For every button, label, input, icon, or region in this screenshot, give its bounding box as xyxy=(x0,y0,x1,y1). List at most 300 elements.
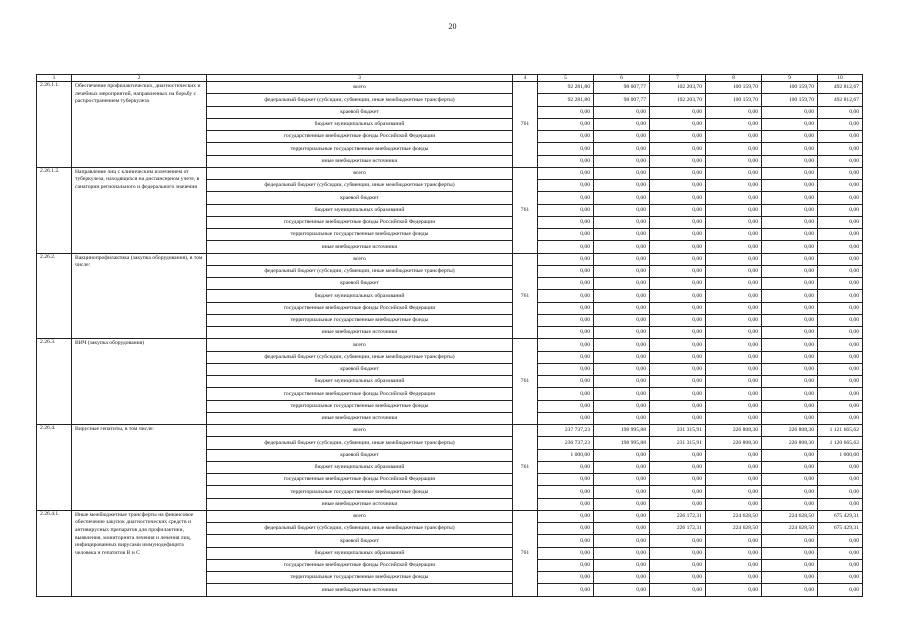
table-row xyxy=(37,425,863,437)
total-value: 0,00 xyxy=(818,351,863,363)
total-value: 0,00 xyxy=(818,572,863,584)
year-value: 0,00 xyxy=(650,535,706,547)
year-value: 100 159,70 xyxy=(762,94,818,106)
year-value: 0,00 xyxy=(762,143,818,155)
year-value: 0,00 xyxy=(706,547,762,559)
year-value: 0,00 xyxy=(594,302,650,314)
section-name: Иные межбюджетные трансферты на финансовое обеспечение закупок диагностических средств и антивирусных препаратов для профилактики, выявления, мониторинга лечения и лечения лиц, инфицированных вирусами иммунодефицита человека и гепатитов B и C xyxy=(72,510,207,596)
year-value: 0,00 xyxy=(538,388,594,400)
year-value: 0,00 xyxy=(762,302,818,314)
page-number: 20 xyxy=(448,22,457,31)
year-value: 0,00 xyxy=(650,314,706,326)
year-value: 0,00 xyxy=(706,314,762,326)
funding-source: всего xyxy=(207,425,513,437)
funding-source: государственные внебюджетные фонды Российской Федерации xyxy=(207,388,513,400)
total-value: 0,00 xyxy=(818,229,863,241)
year-value: 0,00 xyxy=(650,265,706,277)
year-value: 0,00 xyxy=(650,400,706,412)
year-value: 0,00 xyxy=(650,106,706,118)
table-row xyxy=(37,82,863,94)
total-value: 1 121 665,62 xyxy=(818,425,863,437)
year-value: 0,00 xyxy=(706,351,762,363)
year-value: 0,00 xyxy=(650,461,706,473)
year-value: 0,00 xyxy=(650,339,706,351)
total-value: 675 429,31 xyxy=(818,523,863,535)
funding-source: всего xyxy=(207,167,513,179)
year-value: 0,00 xyxy=(706,216,762,228)
funding-source: территориальные государственные внебюджетные фонды xyxy=(207,486,513,498)
year-value: 0,00 xyxy=(762,167,818,179)
year-value: 0,00 xyxy=(594,327,650,339)
year-value: 0,00 xyxy=(594,547,650,559)
year-value: 0,00 xyxy=(706,400,762,412)
year-value: 0,00 xyxy=(594,192,650,204)
total-value: 0,00 xyxy=(818,180,863,192)
total-value: 0,00 xyxy=(818,559,863,571)
year-value: 0,00 xyxy=(594,278,650,290)
year-value: 226 808,30 xyxy=(762,437,818,449)
grbs-code: 761 xyxy=(513,253,538,339)
year-value: 0,00 xyxy=(594,351,650,363)
funding-source: федеральный бюджет (субсидии, субвенции, иные межбюджетные трансферты) xyxy=(207,265,513,277)
year-value: 0,00 xyxy=(650,486,706,498)
year-value: 0,00 xyxy=(538,339,594,351)
year-value: 226 808,30 xyxy=(706,437,762,449)
year-value: 0,00 xyxy=(706,290,762,302)
total-value: 1 120 665,62 xyxy=(818,437,863,449)
year-value: 0,00 xyxy=(538,474,594,486)
grbs-code: 761 xyxy=(513,425,538,511)
year-value: 0,00 xyxy=(762,229,818,241)
year-value: 0,00 xyxy=(650,167,706,179)
year-value: 0,00 xyxy=(762,290,818,302)
total-value: 0,00 xyxy=(818,388,863,400)
year-value: 0,00 xyxy=(762,376,818,388)
year-value: 0,00 xyxy=(538,376,594,388)
funding-source: краевой бюджет xyxy=(207,535,513,547)
year-value: 0,00 xyxy=(538,253,594,265)
funding-source: федеральный бюджет (субсидии, субвенции, иные межбюджетные трансферты) xyxy=(207,351,513,363)
year-value: 0,00 xyxy=(650,388,706,400)
column-number: 6 xyxy=(594,75,650,82)
grbs-code: 761 xyxy=(513,510,538,596)
funding-source: территориальные государственные внебюджетные фонды xyxy=(207,314,513,326)
column-number: 7 xyxy=(650,75,706,82)
year-value: 0,00 xyxy=(706,461,762,473)
year-value: 0,00 xyxy=(538,278,594,290)
year-value: 0,00 xyxy=(594,229,650,241)
year-value: 0,00 xyxy=(650,351,706,363)
funding-source: иные внебюджетные источники xyxy=(207,241,513,253)
total-value: 0,00 xyxy=(818,143,863,155)
year-value: 0,00 xyxy=(762,498,818,510)
year-value: 0,00 xyxy=(594,486,650,498)
table-row xyxy=(37,167,863,179)
year-value: 92 281,80 xyxy=(538,82,594,94)
year-value: 0,00 xyxy=(706,559,762,571)
section-name: Обеспечение профилактических, диагностических и лечебных мероприятий, направленных на борьбу с распространением туберкулеза xyxy=(72,82,207,168)
funding-source: всего xyxy=(207,339,513,351)
section-name: Вирусные гепатиты, в том числе: xyxy=(72,425,207,511)
year-value: 0,00 xyxy=(706,143,762,155)
total-value: 0,00 xyxy=(818,155,863,167)
year-value: 0,00 xyxy=(538,192,594,204)
year-value: 224 628,50 xyxy=(762,510,818,522)
year-value: 0,00 xyxy=(650,584,706,596)
year-value: 0,00 xyxy=(762,314,818,326)
column-number: 2 xyxy=(72,75,207,82)
year-value: 0,00 xyxy=(538,143,594,155)
year-value: 226 172,31 xyxy=(650,523,706,535)
funding-source: всего xyxy=(207,510,513,522)
year-value: 0,00 xyxy=(594,131,650,143)
year-value: 0,00 xyxy=(762,180,818,192)
year-value: 0,00 xyxy=(650,559,706,571)
year-value: 0,00 xyxy=(538,510,594,522)
year-value: 0,00 xyxy=(762,131,818,143)
year-value: 0,00 xyxy=(538,180,594,192)
year-value: 0,00 xyxy=(706,412,762,424)
funding-source: всего xyxy=(207,253,513,265)
section-name: ВИЧ (закупка оборудования) xyxy=(72,339,207,425)
year-value: 0,00 xyxy=(594,155,650,167)
year-value: 0,00 xyxy=(762,388,818,400)
total-value: 0,00 xyxy=(818,265,863,277)
year-value: 224 628,50 xyxy=(762,523,818,535)
year-value: 0,00 xyxy=(762,351,818,363)
total-value: 0,00 xyxy=(818,461,863,473)
year-value: 0,00 xyxy=(594,559,650,571)
total-value: 0,00 xyxy=(818,118,863,130)
year-value: 0,00 xyxy=(650,229,706,241)
year-value: 0,00 xyxy=(706,572,762,584)
total-value: 0,00 xyxy=(818,535,863,547)
funding-source: иные внебюджетные источники xyxy=(207,498,513,510)
year-value: 237 737,23 xyxy=(538,425,594,437)
funding-source: всего xyxy=(207,82,513,94)
year-value: 0,00 xyxy=(706,388,762,400)
year-value: 0,00 xyxy=(706,131,762,143)
year-value: 0,00 xyxy=(762,584,818,596)
year-value: 0,00 xyxy=(706,180,762,192)
section-code: 2.26.2. xyxy=(37,253,72,339)
total-value: 0,00 xyxy=(818,498,863,510)
year-value: 0,00 xyxy=(706,192,762,204)
year-value: 0,00 xyxy=(594,474,650,486)
total-value: 0,00 xyxy=(818,376,863,388)
section-code: 2.26.1.2. xyxy=(37,167,72,253)
total-value: 0,00 xyxy=(818,290,863,302)
total-value: 0,00 xyxy=(818,363,863,375)
total-value: 492 812,67 xyxy=(818,94,863,106)
year-value: 0,00 xyxy=(594,572,650,584)
column-number: 4 xyxy=(513,75,538,82)
year-value: 0,00 xyxy=(706,327,762,339)
year-value: 0,00 xyxy=(706,265,762,277)
total-value: 1 000,00 xyxy=(818,449,863,461)
year-value: 100 159,70 xyxy=(706,82,762,94)
year-value: 0,00 xyxy=(762,278,818,290)
year-value: 0,00 xyxy=(538,535,594,547)
year-value: 0,00 xyxy=(594,339,650,351)
year-value: 0,00 xyxy=(650,302,706,314)
year-value: 0,00 xyxy=(538,131,594,143)
year-value: 0,00 xyxy=(594,510,650,522)
year-value: 198 995,88 xyxy=(594,425,650,437)
section-code: 2.26.4.1. xyxy=(37,510,72,596)
year-value: 0,00 xyxy=(762,486,818,498)
budget-table xyxy=(36,74,863,597)
year-value: 226 172,31 xyxy=(650,510,706,522)
year-value: 102 203,70 xyxy=(650,82,706,94)
year-value: 1 000,00 xyxy=(538,449,594,461)
year-value: 0,00 xyxy=(706,498,762,510)
year-value: 0,00 xyxy=(538,265,594,277)
year-value: 0,00 xyxy=(594,461,650,473)
year-value: 0,00 xyxy=(594,363,650,375)
year-value: 231 315,91 xyxy=(650,437,706,449)
year-value: 100 159,70 xyxy=(762,82,818,94)
table-row xyxy=(37,339,863,351)
year-value: 0,00 xyxy=(538,216,594,228)
year-value: 0,00 xyxy=(594,143,650,155)
funding-source: территориальные государственные внебюджетные фонды xyxy=(207,572,513,584)
total-value: 0,00 xyxy=(818,339,863,351)
year-value: 0,00 xyxy=(650,180,706,192)
total-value: 492 812,67 xyxy=(818,82,863,94)
year-value: 0,00 xyxy=(538,400,594,412)
year-value: 0,00 xyxy=(762,216,818,228)
year-value: 0,00 xyxy=(650,216,706,228)
funding-source: государственные внебюджетные фонды Российской Федерации xyxy=(207,559,513,571)
total-value: 0,00 xyxy=(818,106,863,118)
funding-source: федеральный бюджет (субсидии, субвенции, иные межбюджетные трансферты) xyxy=(207,180,513,192)
year-value: 0,00 xyxy=(762,155,818,167)
funding-source: краевой бюджет xyxy=(207,449,513,461)
year-value: 0,00 xyxy=(650,131,706,143)
total-value: 0,00 xyxy=(818,584,863,596)
section-code: 2.26.4. xyxy=(37,425,72,511)
year-value: 226 808,30 xyxy=(706,425,762,437)
year-value: 0,00 xyxy=(594,376,650,388)
year-value: 0,00 xyxy=(650,143,706,155)
year-value: 0,00 xyxy=(594,106,650,118)
table-row xyxy=(37,510,863,522)
year-value: 0,00 xyxy=(538,351,594,363)
year-value: 0,00 xyxy=(538,204,594,216)
year-value: 0,00 xyxy=(650,327,706,339)
year-value: 0,00 xyxy=(762,327,818,339)
year-value: 0,00 xyxy=(594,241,650,253)
column-number: 10 xyxy=(818,75,863,82)
funding-source: иные внебюджетные источники xyxy=(207,327,513,339)
grbs-code: 761 xyxy=(513,339,538,425)
year-value: 0,00 xyxy=(594,388,650,400)
funding-source: иные внебюджетные источники xyxy=(207,584,513,596)
year-value: 0,00 xyxy=(538,106,594,118)
year-value: 0,00 xyxy=(762,265,818,277)
funding-source: бюджет муниципальных образований xyxy=(207,118,513,130)
total-value: 0,00 xyxy=(818,216,863,228)
year-value: 0,00 xyxy=(650,155,706,167)
funding-source: краевой бюджет xyxy=(207,106,513,118)
year-value: 0,00 xyxy=(706,155,762,167)
grbs-code: 761 xyxy=(513,167,538,253)
year-value: 231 315,91 xyxy=(650,425,706,437)
year-value: 0,00 xyxy=(650,118,706,130)
funding-source: бюджет муниципальных образований xyxy=(207,290,513,302)
total-value: 0,00 xyxy=(818,327,863,339)
funding-source: государственные внебюджетные фонды Российской Федерации xyxy=(207,302,513,314)
year-value: 0,00 xyxy=(538,229,594,241)
year-value: 0,00 xyxy=(538,241,594,253)
year-value: 0,00 xyxy=(706,106,762,118)
year-value: 0,00 xyxy=(650,412,706,424)
column-number: 1 xyxy=(37,75,72,82)
year-value: 0,00 xyxy=(706,535,762,547)
year-value: 0,00 xyxy=(538,155,594,167)
funding-source: бюджет муниципальных образований xyxy=(207,461,513,473)
section-code: 2.26.3. xyxy=(37,339,72,425)
year-value: 0,00 xyxy=(762,400,818,412)
year-value: 0,00 xyxy=(594,314,650,326)
year-value: 0,00 xyxy=(706,302,762,314)
year-value: 224 628,50 xyxy=(706,510,762,522)
year-value: 0,00 xyxy=(538,302,594,314)
year-value: 0,00 xyxy=(594,535,650,547)
year-value: 0,00 xyxy=(650,241,706,253)
total-value: 0,00 xyxy=(818,486,863,498)
year-value: 0,00 xyxy=(762,241,818,253)
funding-source: краевой бюджет xyxy=(207,278,513,290)
year-value: 198 995,88 xyxy=(594,437,650,449)
year-value: 100 159,70 xyxy=(706,94,762,106)
year-value: 0,00 xyxy=(762,535,818,547)
year-value: 0,00 xyxy=(650,204,706,216)
year-value: 0,00 xyxy=(594,523,650,535)
year-value: 0,00 xyxy=(706,449,762,461)
total-value: 0,00 xyxy=(818,204,863,216)
year-value: 0,00 xyxy=(706,118,762,130)
table-body xyxy=(37,75,863,597)
funding-source: территориальные государственные внебюджетные фонды xyxy=(207,143,513,155)
year-value: 0,00 xyxy=(762,572,818,584)
year-value: 0,00 xyxy=(650,572,706,584)
year-value: 0,00 xyxy=(762,547,818,559)
year-value: 0,00 xyxy=(538,412,594,424)
year-value: 98 007,77 xyxy=(594,82,650,94)
total-value: 0,00 xyxy=(818,167,863,179)
funding-source: бюджет муниципальных образований xyxy=(207,376,513,388)
funding-source: иные внебюджетные источники xyxy=(207,412,513,424)
total-value: 675 429,31 xyxy=(818,510,863,522)
year-value: 0,00 xyxy=(762,363,818,375)
year-value: 0,00 xyxy=(706,278,762,290)
funding-source: бюджет муниципальных образований xyxy=(207,204,513,216)
column-number: 8 xyxy=(706,75,762,82)
year-value: 0,00 xyxy=(594,180,650,192)
year-value: 0,00 xyxy=(762,559,818,571)
year-value: 0,00 xyxy=(650,253,706,265)
year-value: 0,00 xyxy=(706,376,762,388)
section-name: Вакцинопрофилактика (закупка оборудования), в том числе: xyxy=(72,253,207,339)
year-value: 0,00 xyxy=(762,449,818,461)
year-value: 0,00 xyxy=(538,559,594,571)
funding-source: иные внебюджетные источники xyxy=(207,155,513,167)
year-value: 0,00 xyxy=(762,192,818,204)
year-value: 0,00 xyxy=(594,412,650,424)
year-value: 0,00 xyxy=(650,192,706,204)
year-value: 226 808,30 xyxy=(762,425,818,437)
year-value: 0,00 xyxy=(538,498,594,510)
total-value: 0,00 xyxy=(818,412,863,424)
year-value: 0,00 xyxy=(706,167,762,179)
year-value: 0,00 xyxy=(538,118,594,130)
year-value: 0,00 xyxy=(538,461,594,473)
year-value: 0,00 xyxy=(762,461,818,473)
year-value: 0,00 xyxy=(706,253,762,265)
column-number: 9 xyxy=(762,75,818,82)
column-number: 5 xyxy=(538,75,594,82)
funding-source: федеральный бюджет (субсидии, субвенции, иные межбюджетные трансферты) xyxy=(207,523,513,535)
year-value: 0,00 xyxy=(594,449,650,461)
year-value: 0,00 xyxy=(594,290,650,302)
funding-source: территориальные государственные внебюджетные фонды xyxy=(207,229,513,241)
year-value: 0,00 xyxy=(538,167,594,179)
funding-source: краевой бюджет xyxy=(207,363,513,375)
year-value: 102 203,70 xyxy=(650,94,706,106)
total-value: 0,00 xyxy=(818,253,863,265)
year-value: 0,00 xyxy=(594,253,650,265)
year-value: 0,00 xyxy=(650,449,706,461)
total-value: 0,00 xyxy=(818,547,863,559)
year-value: 92 281,80 xyxy=(538,94,594,106)
year-value: 0,00 xyxy=(538,523,594,535)
funding-source: краевой бюджет xyxy=(207,192,513,204)
year-value: 0,00 xyxy=(706,474,762,486)
year-value: 0,00 xyxy=(650,474,706,486)
funding-source: федеральный бюджет (субсидии, субвенции, иные межбюджетные трансферты) xyxy=(207,94,513,106)
year-value: 0,00 xyxy=(762,412,818,424)
total-value: 0,00 xyxy=(818,400,863,412)
year-value: 0,00 xyxy=(650,498,706,510)
year-value: 0,00 xyxy=(762,106,818,118)
year-value: 0,00 xyxy=(762,339,818,351)
funding-source: государственные внебюджетные фонды Российской Федерации xyxy=(207,131,513,143)
year-value: 0,00 xyxy=(594,498,650,510)
year-value: 0,00 xyxy=(594,265,650,277)
year-value: 0,00 xyxy=(650,290,706,302)
year-value: 0,00 xyxy=(706,486,762,498)
year-value: 0,00 xyxy=(594,118,650,130)
year-value: 0,00 xyxy=(538,290,594,302)
year-value: 0,00 xyxy=(538,327,594,339)
year-value: 236 737,23 xyxy=(538,437,594,449)
year-value: 0,00 xyxy=(706,339,762,351)
total-value: 0,00 xyxy=(818,278,863,290)
column-number-row xyxy=(37,75,863,82)
column-number: 3 xyxy=(207,75,513,82)
year-value: 0,00 xyxy=(538,486,594,498)
year-value: 0,00 xyxy=(594,584,650,596)
total-value: 0,00 xyxy=(818,474,863,486)
year-value: 0,00 xyxy=(650,376,706,388)
year-value: 0,00 xyxy=(650,547,706,559)
table-row xyxy=(37,253,863,265)
funding-source: государственные внебюджетные фонды Российской Федерации xyxy=(207,216,513,228)
year-value: 224 628,50 xyxy=(706,523,762,535)
funding-source: государственные внебюджетные фонды Российской Федерации xyxy=(207,474,513,486)
